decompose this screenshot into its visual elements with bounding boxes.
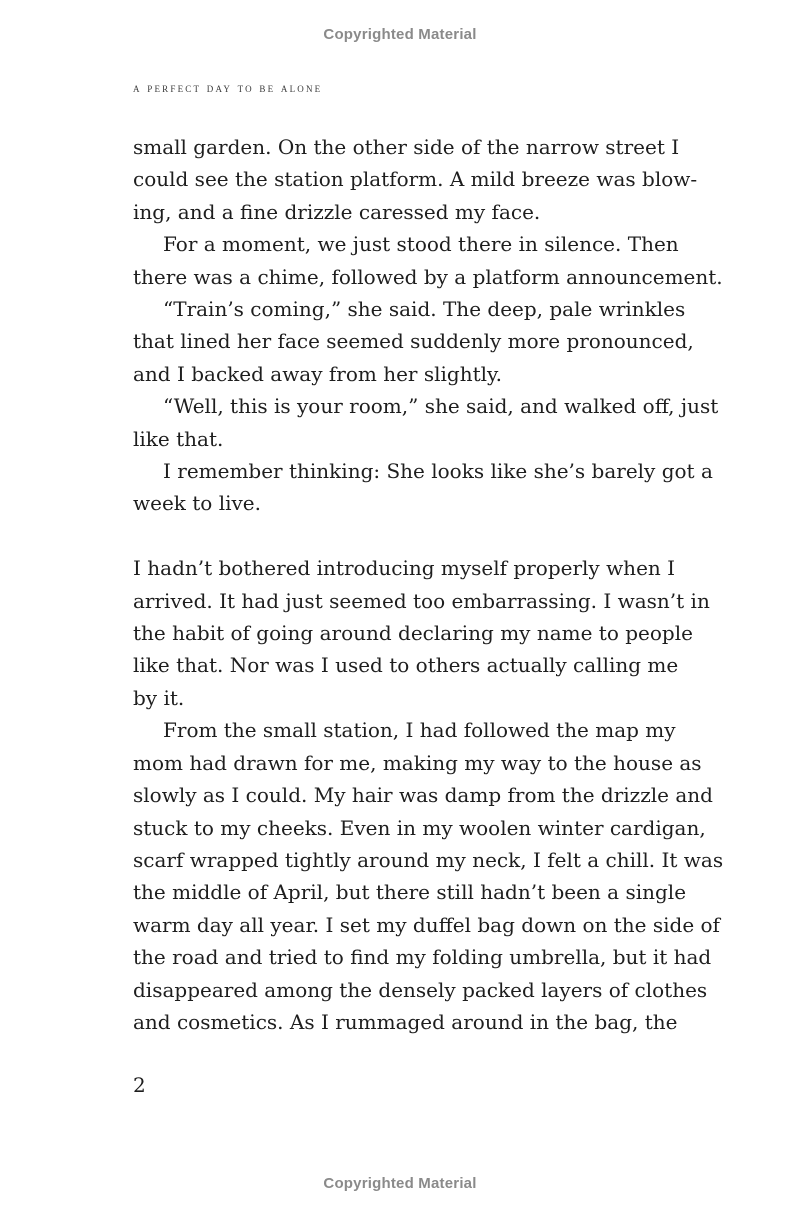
text-line: there was a chime, followed by a platform announcement. [133, 264, 723, 289]
text-line: the habit of going around declaring my name to people [133, 621, 693, 646]
text-line: the middle of April, but there still hadn’t been a single [133, 880, 687, 905]
text-line: For a moment, we just stood there in silence. Then [163, 232, 679, 257]
text-line: I remember thinking: She looks like she’s barely got a [163, 459, 713, 484]
text-line: the road and tried to find my folding umbrella, but it had [133, 945, 712, 970]
text-line: arrived. It had just seemed too embarrassing. I wasn’t in [133, 588, 710, 613]
copyright-watermark-top: Copyrighted Material [323, 26, 477, 43]
text-line: “Well, this is your room,” she said, and walked off, just [163, 394, 719, 419]
text-line: mom had drawn for me, making my way to the house as [133, 750, 702, 775]
text-line: “Train’s coming,” she said. The deep, pale wrinkles [163, 297, 686, 322]
text-line: week to live. [133, 491, 261, 516]
text-line: and I backed away from her slightly. [133, 361, 503, 386]
text-line: slowly as I could. My hair was damp from the drizzle and [133, 783, 713, 808]
text-line: From the small station, I had followed the map my [163, 718, 676, 743]
text-line: warm day all year. I set my duffel bag down on the side of [133, 912, 720, 937]
text-line: small garden. On the other side of the narrow street I [133, 135, 680, 159]
text-line: disappeared among the densely packed layers of clothes [133, 977, 708, 1002]
text-line: stuck to my cheeks. Even in my woolen winter cardigan, [133, 815, 706, 840]
body-text [133, 131, 724, 1038]
text-line: could see the station platform. A mild breeze was blow- [133, 167, 698, 192]
text-line: like that. [133, 426, 224, 451]
running-head: a perfect day to be alone [133, 80, 323, 95]
text-line: scarf wrapped tightly around my neck, I felt a chill. It was [133, 847, 724, 872]
text-line: that lined her face seemed suddenly more pronounced, [133, 329, 694, 354]
section-break [133, 520, 668, 552]
page-number: 2 [133, 1073, 146, 1097]
copyright-watermark-bottom: Copyrighted Material [323, 1175, 477, 1192]
text-line: and cosmetics. As I rummaged around in the bag, the [133, 1009, 678, 1034]
text-line: by it. [133, 685, 185, 710]
text-line: like that. Nor was I used to others actually calling me [133, 653, 679, 678]
text-line: I hadn’t bothered introducing myself properly when I [133, 556, 676, 581]
text-line: ing, and a fine drizzle caressed my face. [133, 199, 541, 224]
